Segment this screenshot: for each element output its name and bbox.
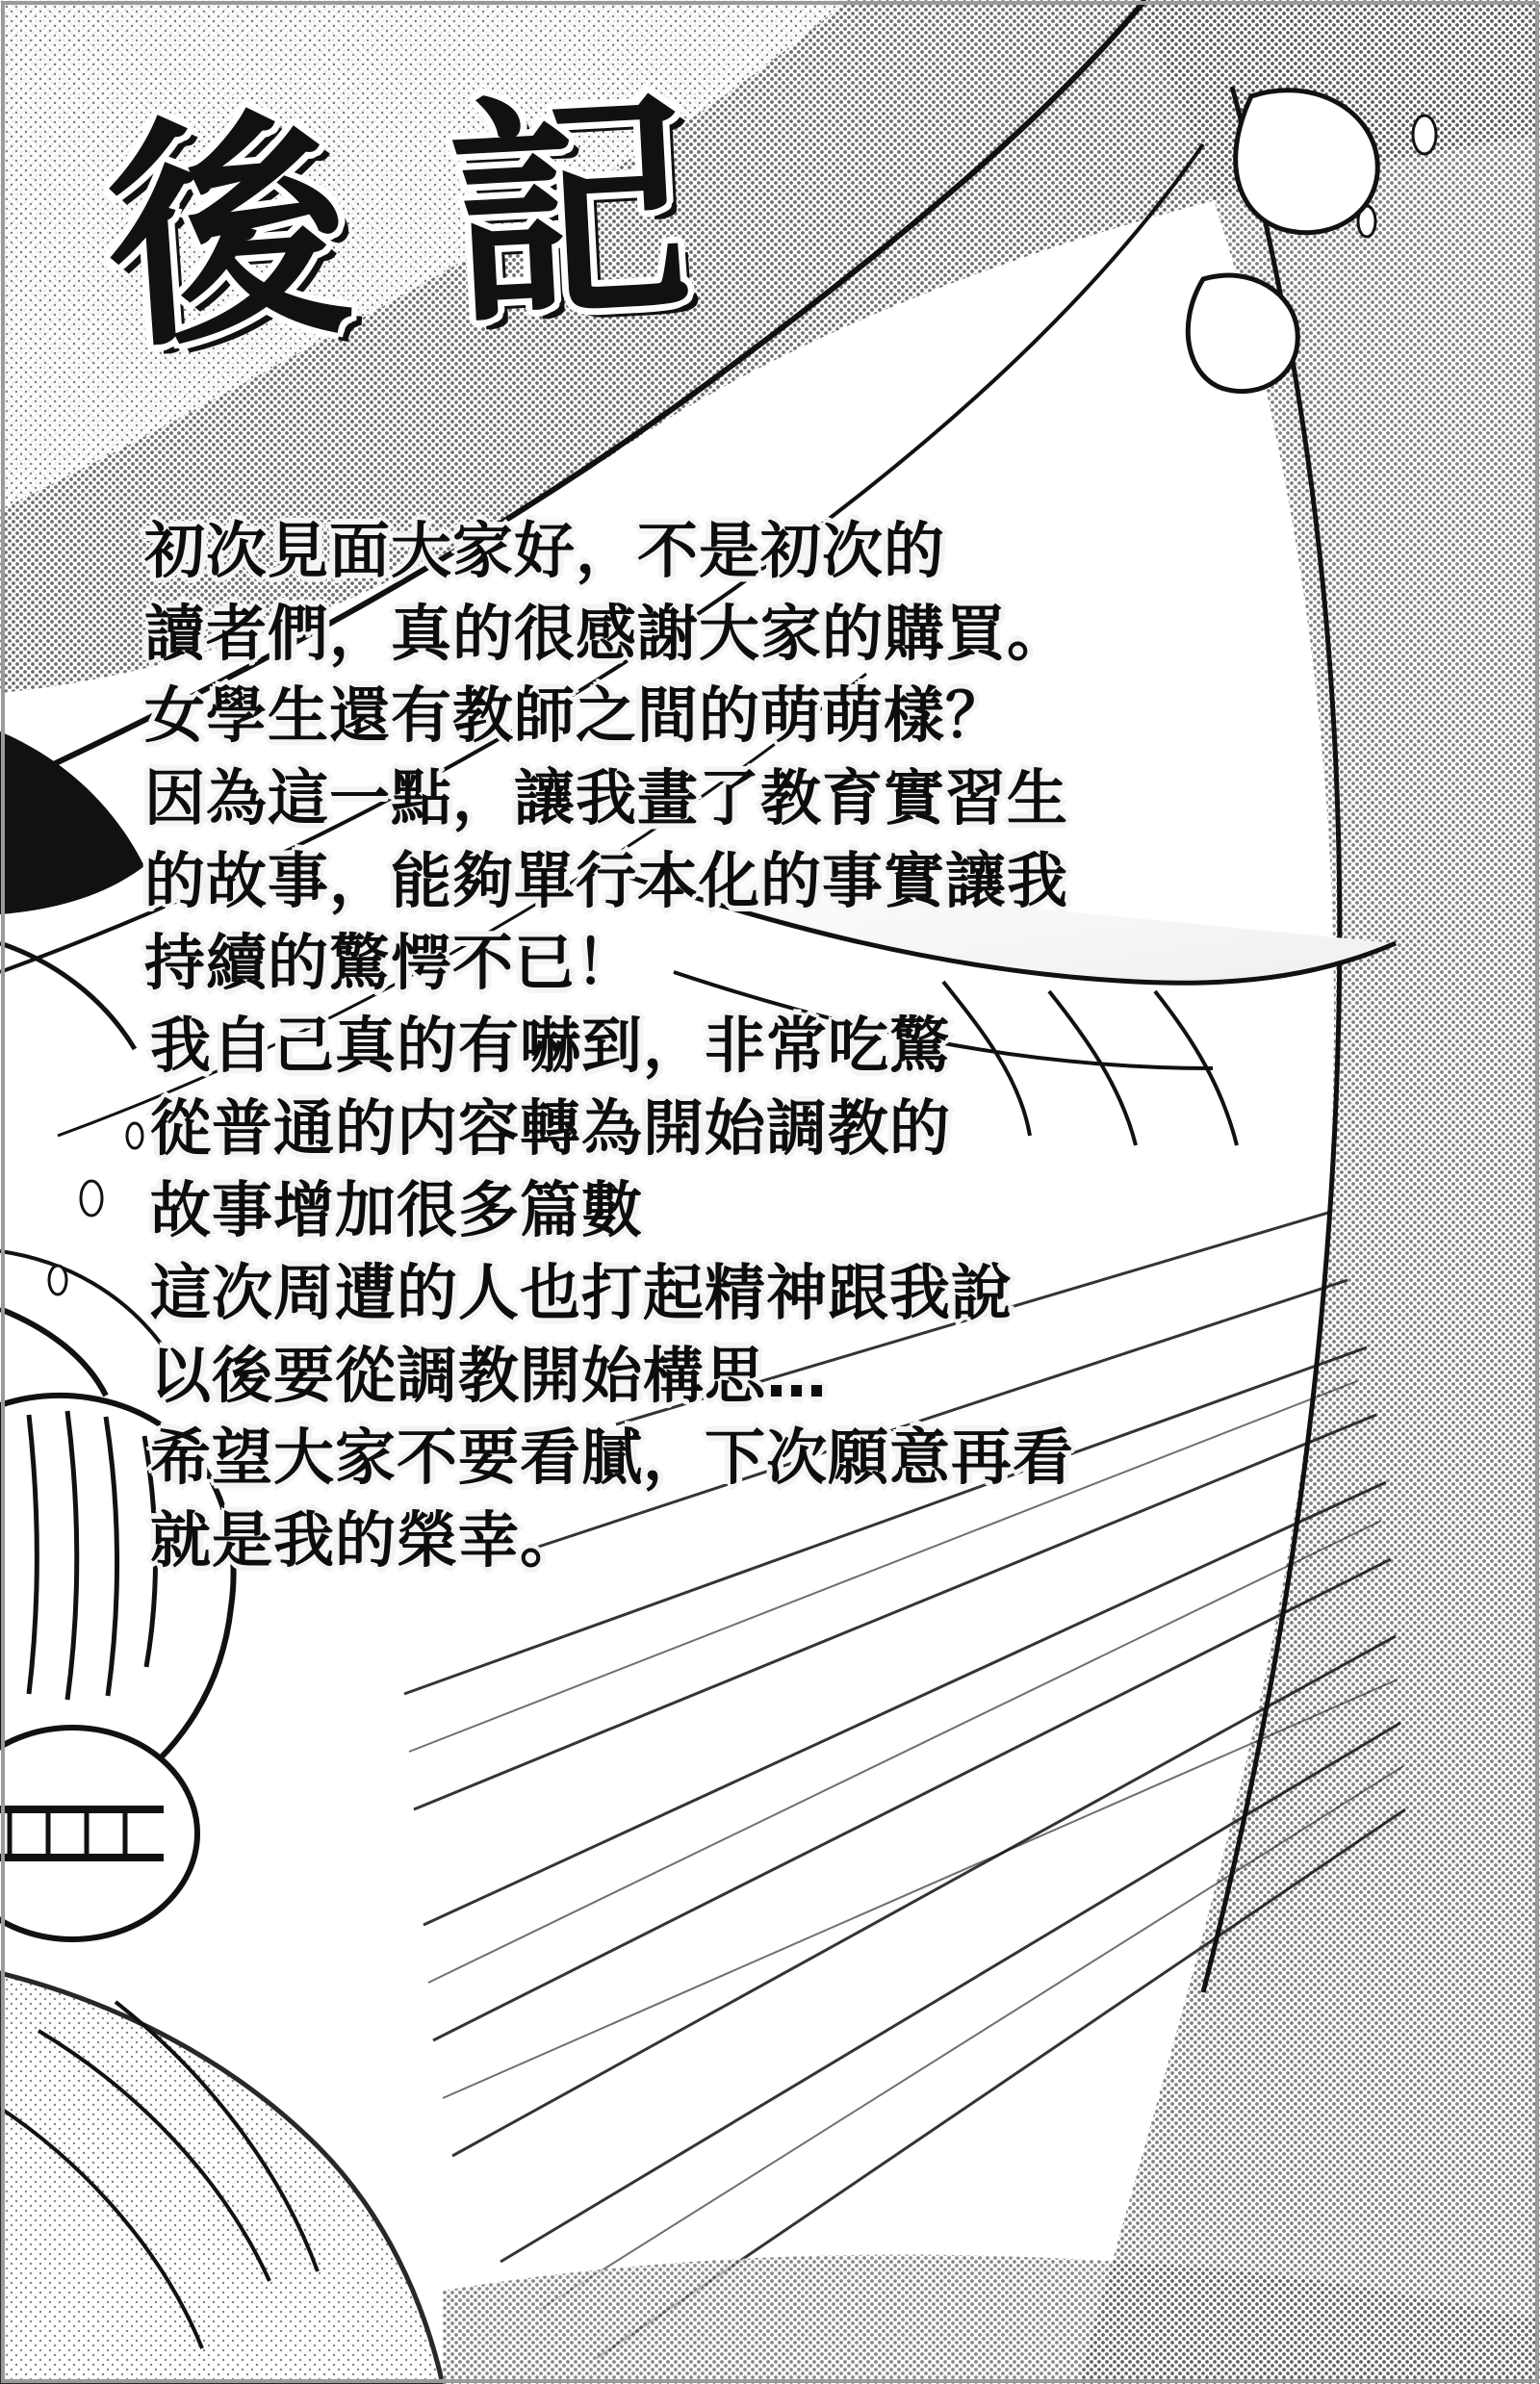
title-char-1: 後 (98, 85, 358, 382)
afterword-line: 我自己真的有嚇到，非常吃驚 (150, 1011, 951, 1082)
afterword-text-block (144, 510, 1473, 1582)
afterword-line: 女學生還有教師之間的萌萌樣？ (144, 680, 1007, 752)
page-title (98, 65, 782, 410)
afterword-line: 就是我的榮幸。 (150, 1505, 581, 1577)
afterword-line: 這次周遭的人也打起精神跟我說 (150, 1258, 1013, 1329)
afterword-line: 故事增加很多篇數 (150, 1175, 643, 1246)
afterword-line: 希望大家不要看膩，下次願意再看 (150, 1423, 1074, 1494)
title-char-2: 記 (442, 65, 698, 359)
afterword-line: 讀者們，真的很感謝大家的購買。 (144, 598, 1068, 669)
afterword-line: 的故事，能夠單行本化的事實讓我 (144, 845, 1068, 916)
afterword-line: 因為這一點，讓我畫了教育實習生 (144, 763, 1068, 834)
afterword-line: 從普通的内容轉為開始調教的 (150, 1092, 951, 1164)
afterword-line: 以後要從調教開始構思… (150, 1340, 828, 1411)
afterword-line: 持續的驚愕不已！ (144, 928, 637, 999)
afterword-line: 初次見面大家好，不是初次的 (144, 516, 945, 586)
